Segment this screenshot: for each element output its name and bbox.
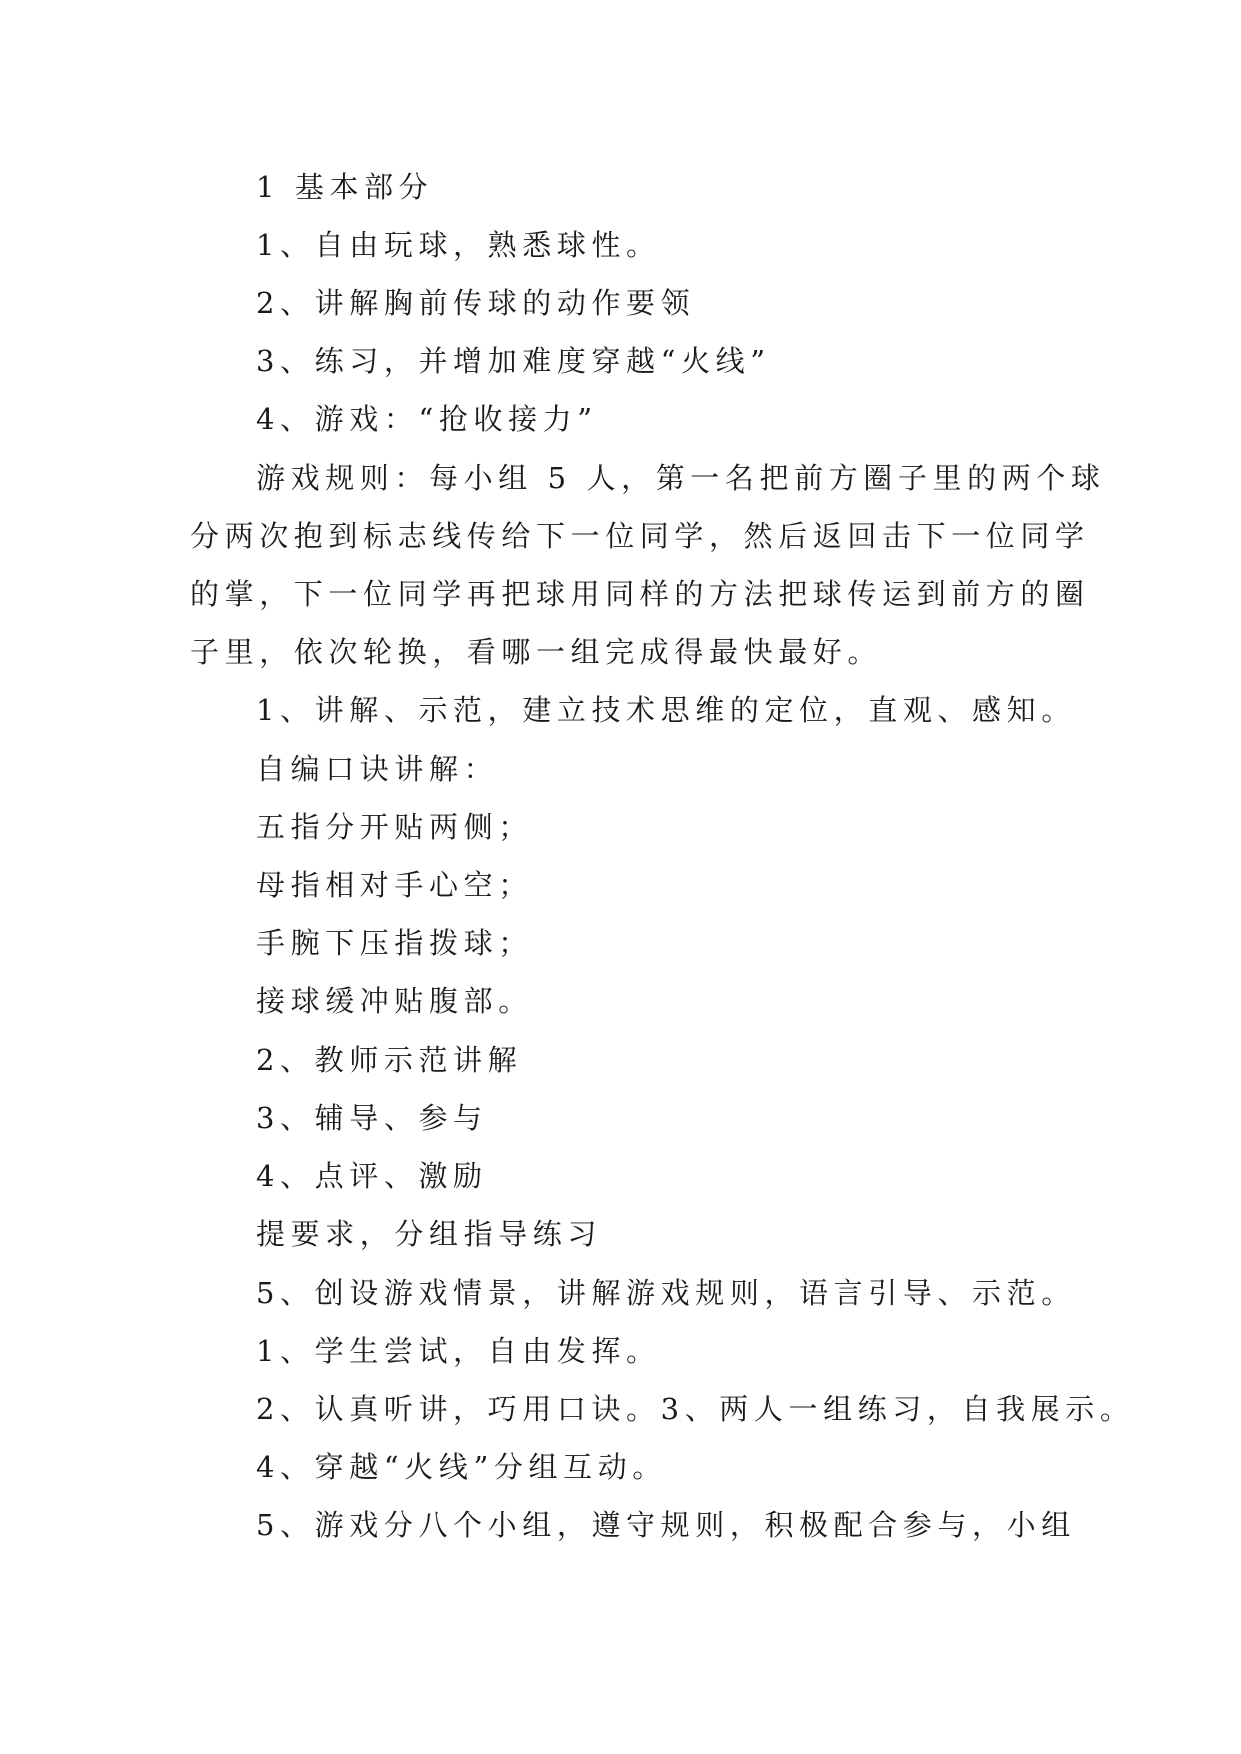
text-line: 手腕下压指拨球； [256, 926, 533, 960]
paragraph-line: 分两次抱到标志线传给下一位同学，然后返回击下一位同学 [190, 519, 1090, 553]
text-line: 4、游戏：“抢收接力” [256, 402, 598, 436]
text-line: 2、认真听讲，巧用口诀。3、两人一组练习，自我展示。 [256, 1392, 1135, 1426]
text-line: 1、学生尝试，自由发挥。 [256, 1334, 661, 1368]
paragraph-line: 子里，依次轮换，看哪一组完成得最快最好。 [190, 635, 883, 669]
text-line: 2、讲解胸前传球的动作要领 [256, 286, 696, 320]
text-line: 5、游戏分八个小组，遵守规则，积极配合参与，小组 [256, 1508, 1076, 1542]
text-line: 母指相对手心空； [256, 868, 533, 902]
section-heading: 1 基本部分 [256, 170, 434, 204]
text-line: 1、自由玩球，熟悉球性。 [256, 228, 661, 262]
text-line: 接球缓冲贴腹部。 [256, 984, 533, 1018]
paragraph-line: 游戏规则：每小组 5 人，第一名把前方圈子里的两个球 [256, 461, 1106, 495]
text-line: 3、练习，并增加难度穿越“火线” [256, 344, 771, 378]
text-line: 提要求，分组指导练习 [256, 1217, 603, 1251]
text-line: 自编口诀讲解： [256, 752, 499, 786]
text-line: 1、讲解、示范，建立技术思维的定位，直观、感知。 [256, 693, 1076, 727]
text-line: 5、创设游戏情景，讲解游戏规则，语言引导、示范。 [256, 1276, 1076, 1310]
text-line: 3、辅导、参与 [256, 1101, 488, 1135]
paragraph-line: 的掌，下一位同学再把球用同样的方法把球传运到前方的圈 [190, 577, 1090, 611]
text-line: 4、点评、激励 [256, 1159, 488, 1193]
text-line: 五指分开贴两侧； [256, 810, 533, 844]
text-line: 4、穿越“火线”分组互动。 [256, 1450, 667, 1484]
text-line: 2、教师示范讲解 [256, 1043, 523, 1077]
